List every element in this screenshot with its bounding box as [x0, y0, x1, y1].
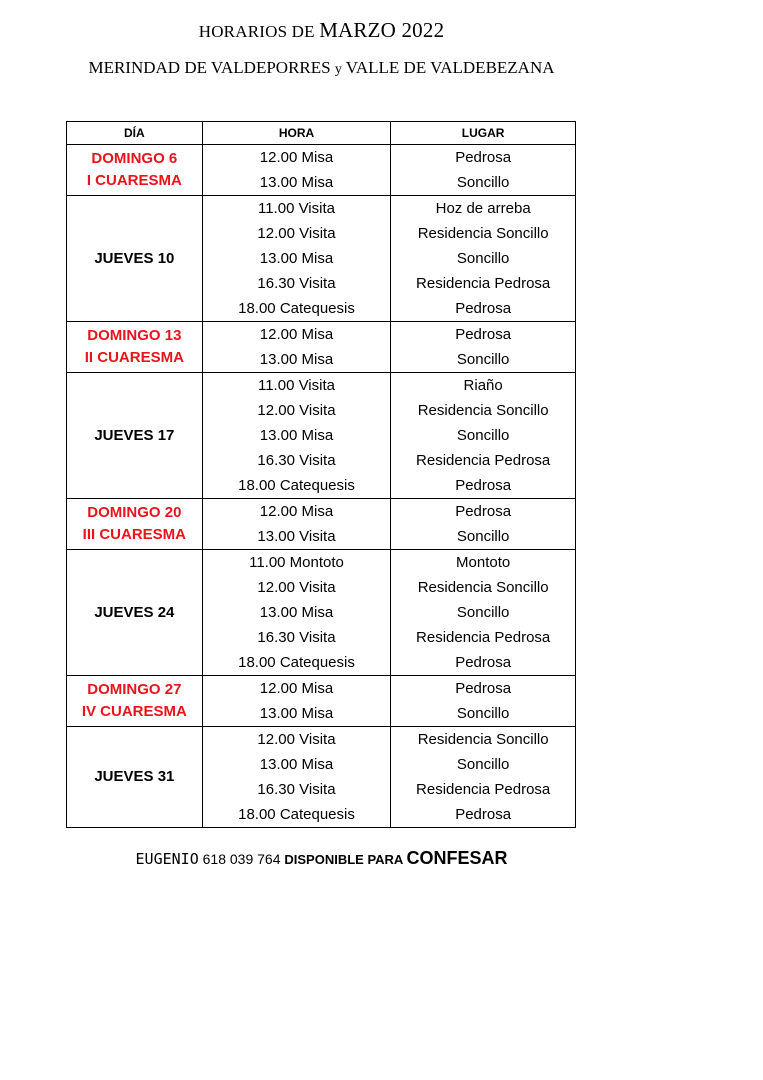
subtitle-main: MERINDAD DE VALDEPORRES: [88, 58, 335, 77]
lugar-cell: [391, 145, 576, 196]
hora-cell: [202, 373, 391, 499]
day-label: DOMINGO 6: [91, 150, 178, 167]
lugar-entry: Pedrosa: [455, 806, 512, 823]
hora-cell: [202, 322, 391, 373]
hora-cell: [202, 727, 391, 828]
lugar-entry: Soncillo: [456, 604, 510, 621]
lugar-entry: Pedrosa: [455, 149, 512, 166]
hora-entry: 13.00 Misa: [259, 427, 334, 444]
title-month: MARZO 2022: [319, 18, 445, 42]
lugar-entry: Pedrosa: [455, 300, 512, 317]
day-label: DOMINGO 13: [87, 327, 182, 344]
hora-entry: 11.00 Visita: [257, 200, 335, 217]
hora-entry: 13.00 Misa: [259, 174, 334, 191]
hora-entry: 12.00 Misa: [259, 326, 334, 343]
lugar-entry: Soncillo: [456, 756, 510, 773]
lugar-entry: Residencia Soncillo: [417, 402, 549, 419]
schedule-table: [66, 121, 576, 828]
day-cell: [67, 499, 203, 550]
day-label: IV CUARESMA: [81, 703, 187, 720]
hora-entry: 12.00 Misa: [259, 503, 334, 520]
lugar-entry: Pedrosa: [455, 680, 512, 697]
hora-entry: 16.30 Visita: [257, 629, 336, 646]
hora-entry: 16.30 Visita: [257, 781, 336, 798]
lugar-entry: Soncillo: [456, 250, 510, 267]
contact-name: EUGENIO: [135, 850, 199, 868]
lugar-entry: Soncillo: [456, 174, 510, 191]
hora-cell: [202, 145, 391, 196]
contact-phone: 618 039 764: [198, 851, 285, 867]
lugar-entry: Residencia Soncillo: [417, 225, 549, 242]
header-dia: DÍA: [67, 122, 203, 145]
schedule-group-row: [67, 322, 576, 373]
hora-cell: [202, 550, 391, 676]
lugar-entry: Residencia Soncillo: [417, 579, 549, 596]
hora-entry: 12.00 Misa: [259, 680, 334, 697]
subtitle-rest: VALLE DE VALDEBEZANA: [341, 58, 555, 77]
lugar-entry: Pedrosa: [455, 654, 512, 671]
hora-cell: [202, 499, 391, 550]
day-label: III CUARESMA: [82, 526, 187, 543]
lugar-entry: Residencia Soncillo: [417, 731, 549, 748]
confess-text: CONFESAR: [406, 848, 508, 868]
hora-entry: 16.30 Visita: [257, 452, 336, 469]
day-label: DOMINGO 27: [87, 681, 182, 698]
hora-cell: [202, 196, 391, 322]
day-cell: [67, 727, 203, 828]
lugar-cell: [391, 196, 576, 322]
lugar-entry: Residencia Pedrosa: [416, 452, 551, 469]
lugar-cell: [391, 550, 576, 676]
footer-note: [0, 848, 643, 869]
header-hora: HORA: [202, 122, 391, 145]
header-lugar: LUGAR: [391, 122, 576, 145]
schedule-group-row: [67, 499, 576, 550]
day-cell: [67, 676, 203, 727]
lugar-cell: [391, 499, 576, 550]
hora-entry: 12.00 Visita: [257, 731, 336, 748]
lugar-entry: Soncillo: [456, 528, 510, 545]
lugar-entry: Pedrosa: [455, 326, 512, 343]
lugar-cell: [391, 322, 576, 373]
available-text: DISPONIBLE PARA: [284, 852, 407, 867]
hora-entry: 12.00 Visita: [257, 579, 336, 596]
day-cell: [67, 550, 203, 676]
schedule-body: [67, 145, 576, 828]
day-label: DOMINGO 20: [87, 504, 182, 521]
page-title: [0, 18, 643, 43]
day-label: JUEVES 17: [94, 426, 175, 444]
lugar-entry: Residencia Pedrosa: [416, 275, 551, 292]
hora-entry: 12.00 Visita: [257, 402, 336, 419]
schedule-group-row: [67, 727, 576, 828]
hora-cell: [202, 676, 391, 727]
title-prefix: HORARIOS DE: [198, 22, 320, 41]
schedule-group-row: [67, 145, 576, 196]
lugar-entry: Soncillo: [456, 427, 510, 444]
hora-entry: 16.30 Visita: [257, 275, 336, 292]
lugar-entry: Soncillo: [456, 705, 510, 722]
day-label: I CUARESMA: [86, 172, 182, 189]
schedule-group-row: [67, 676, 576, 727]
day-label: II CUARESMA: [84, 349, 184, 366]
day-cell: [67, 196, 203, 322]
page-subtitle: [0, 58, 643, 78]
schedule-group-row: [67, 373, 576, 499]
lugar-entry: Pedrosa: [455, 503, 512, 520]
lugar-cell: [391, 373, 576, 499]
hora-entry: 11.00 Montoto: [249, 554, 344, 571]
lugar-entry: Hoz de arreba: [435, 200, 531, 217]
hora-entry: 18.00 Catequesis: [238, 654, 355, 671]
day-cell: [67, 322, 203, 373]
hora-entry: 18.00 Catequesis: [238, 300, 355, 317]
day-label: JUEVES 24: [94, 603, 175, 621]
lugar-cell: [391, 727, 576, 828]
hora-entry: 13.00 Misa: [259, 705, 334, 722]
hora-entry: 12.00 Visita: [257, 225, 336, 242]
hora-entry: 12.00 Misa: [259, 149, 334, 166]
schedule-group-row: [67, 196, 576, 322]
day-cell: [67, 145, 203, 196]
hora-entry: 13.00 Misa: [259, 604, 334, 621]
hora-entry: 13.00 Misa: [259, 351, 334, 368]
lugar-entry: Residencia Pedrosa: [416, 781, 551, 798]
hora-entry: 11.00 Visita: [257, 377, 335, 394]
hora-entry: 18.00 Catequesis: [238, 806, 355, 823]
lugar-entry: Pedrosa: [455, 477, 512, 494]
subtitle-y: y: [334, 62, 342, 77]
lugar-entry: Soncillo: [456, 351, 510, 368]
day-label: JUEVES 10: [94, 249, 175, 267]
lugar-cell: [391, 676, 576, 727]
hora-entry: 13.00 Misa: [259, 250, 334, 267]
day-cell: [67, 373, 203, 499]
lugar-entry: Residencia Pedrosa: [416, 629, 551, 646]
hora-entry: 18.00 Catequesis: [238, 477, 355, 494]
lugar-entry: Riaño: [463, 377, 503, 394]
hora-entry: 13.00 Visita: [257, 528, 336, 545]
table-header-row: [67, 122, 576, 145]
schedule-group-row: [67, 550, 576, 676]
day-label: JUEVES 31: [94, 768, 175, 785]
hora-entry: 13.00 Misa: [259, 756, 334, 773]
lugar-entry: Montoto: [456, 554, 511, 571]
